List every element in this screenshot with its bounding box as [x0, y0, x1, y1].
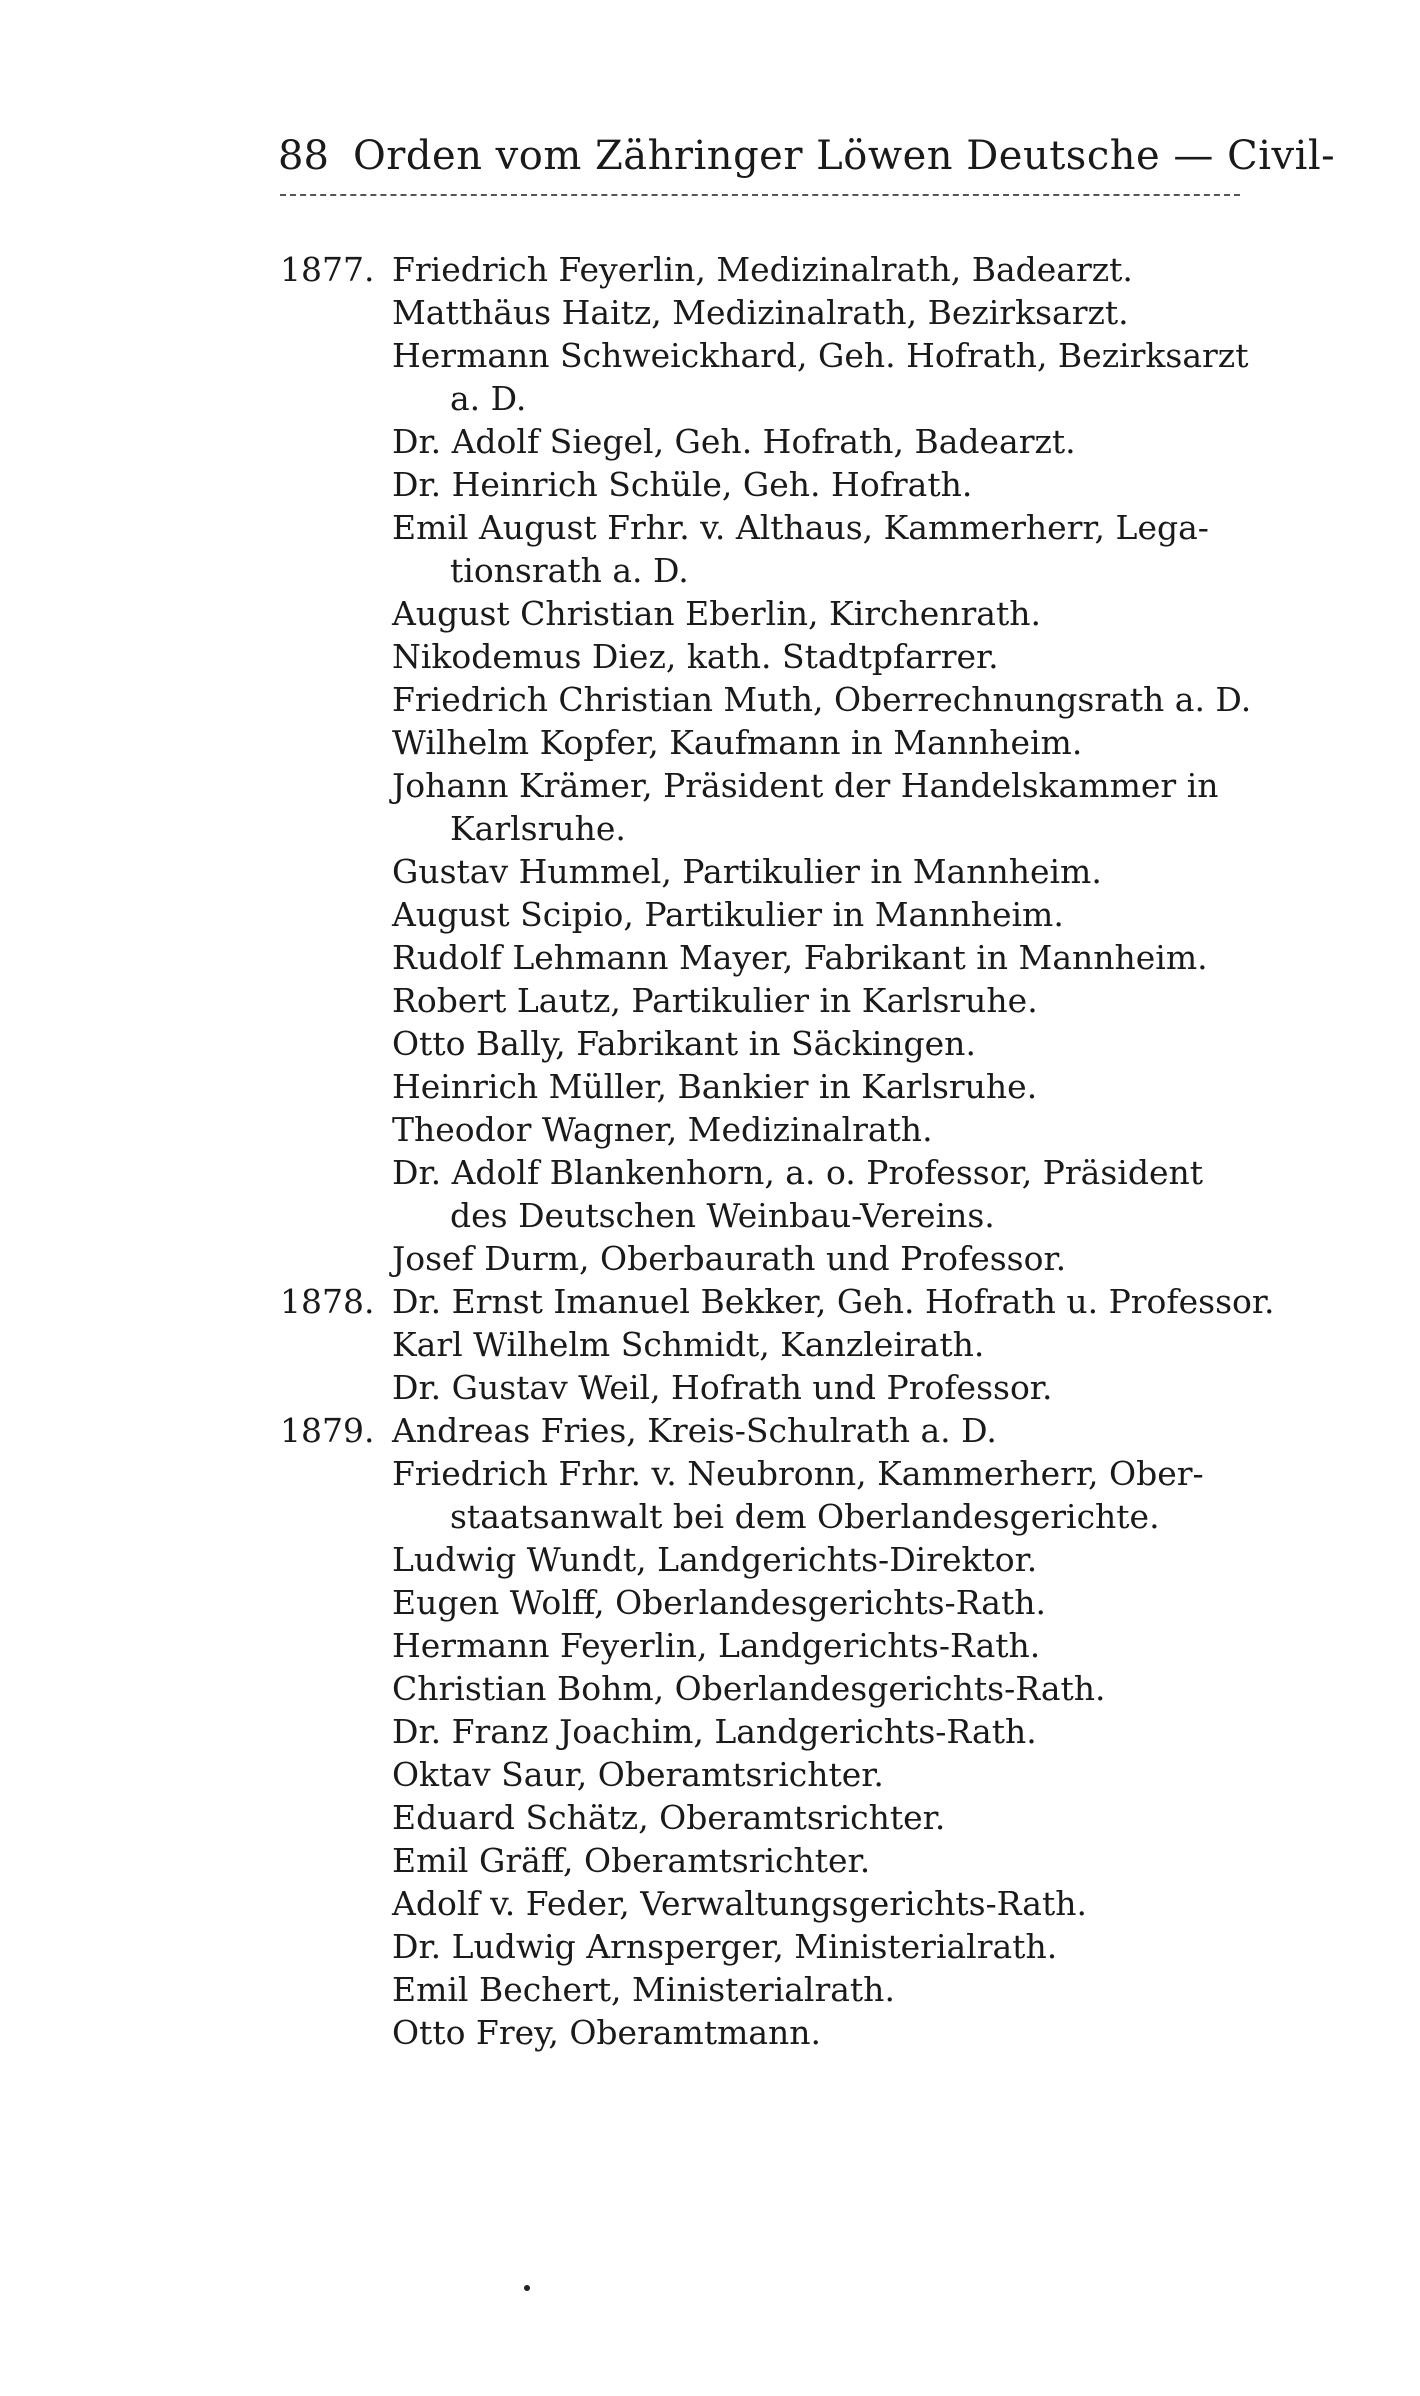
entry-text: August Scipio, Partikulier in Mannheim. — [392, 895, 1064, 934]
entry-line — [0, 1022, 1420, 1065]
entry-text: Ludwig Wundt, Landgerichts-Direktor. — [392, 1540, 1038, 1579]
stray-mark — [524, 2285, 530, 2291]
entry-text: Dr. Gustav Weil, Hofrath und Professor. — [392, 1368, 1053, 1407]
entry-text: Christian Bohm, Oberlandesgerichts-Rath. — [392, 1669, 1106, 1708]
entry-text: Gustav Hummel, Partikulier in Mannheim. — [392, 852, 1102, 891]
entry-line — [0, 635, 1420, 678]
entry-text: Dr. Ernst Imanuel Bekker, Geh. Hofrath u. Professor. — [392, 1282, 1275, 1321]
entry-line — [0, 1882, 1420, 1925]
entry-text: Otto Bally, Fabrikant in Säckingen. — [392, 1024, 976, 1063]
entry-text: Friedrich Feyerlin, Medizinalrath, Badearzt. — [392, 250, 1133, 289]
entry-text: Wilhelm Kopfer, Kaufmann in Mannheim. — [392, 723, 1083, 762]
entry-text: Hermann Feyerlin, Landgerichts-Rath. — [392, 1626, 1041, 1665]
entry-line — [0, 506, 1420, 549]
entry-line — [0, 764, 1420, 807]
entry-line — [0, 1409, 1420, 1452]
entry-line — [0, 1968, 1420, 2011]
entry-text: Hermann Schweickhard, Geh. Hofrath, Bezirksarzt — [392, 336, 1249, 375]
entry-continuation-line — [0, 549, 1420, 592]
entry-text: August Christian Eberlin, Kirchenrath. — [392, 594, 1041, 633]
entry-text: Dr. Adolf Blankenhorn, a. o. Professor, Präsident — [392, 1153, 1203, 1192]
entry-text: Eduard Schätz, Oberamtsrichter. — [392, 1798, 946, 1837]
entry-line — [0, 1538, 1420, 1581]
entry-line — [0, 979, 1420, 1022]
entry-line — [0, 1710, 1420, 1753]
entry-text: staatsanwalt bei dem Oberlandesgerichte. — [450, 1497, 1160, 1536]
entry-year: 1877. — [280, 250, 375, 289]
entry-text: Friedrich Frhr. v. Neubronn, Kammerherr, Ober- — [392, 1454, 1204, 1493]
entry-text: Karlsruhe. — [450, 809, 626, 848]
entry-line — [0, 1667, 1420, 1710]
entry-line — [0, 334, 1420, 377]
entry-line — [0, 592, 1420, 635]
entry-text: Adolf v. Feder, Verwaltungsgerichts-Rath. — [392, 1884, 1087, 1923]
page-number: 88 — [278, 133, 329, 179]
entry-line — [0, 1452, 1420, 1495]
entry-continuation-line — [0, 377, 1420, 420]
entry-year: 1878. — [280, 1282, 375, 1321]
entry-text: Emil Gräff, Oberamtsrichter. — [392, 1841, 871, 1880]
entry-line — [0, 1624, 1420, 1667]
entry-text: Eugen Wolff, Oberlandesgerichts-Rath. — [392, 1583, 1046, 1622]
entry-line — [0, 678, 1420, 721]
entry-text: Otto Frey, Oberamtmann. — [392, 2013, 822, 2052]
entry-line — [0, 1151, 1420, 1194]
page-header — [278, 128, 1336, 184]
entry-text: Andreas Fries, Kreis-Schulrath a. D. — [392, 1411, 997, 1450]
entry-text: des Deutschen Weinbau-Vereins. — [450, 1196, 995, 1235]
running-title: Orden vom Zähringer Löwen Deutsche — Civil- — [353, 133, 1336, 179]
entry-text: Johann Krämer, Präsident der Handelskammer in — [392, 766, 1219, 805]
entry-text: Rudolf Lehmann Mayer, Fabrikant in Mannheim. — [392, 938, 1208, 977]
entry-text: Josef Durm, Oberbaurath und Professor. — [392, 1239, 1067, 1278]
entry-continuation-line — [0, 1495, 1420, 1538]
entry-line — [0, 1323, 1420, 1366]
entry-text: Emil Bechert, Ministerialrath. — [392, 1970, 895, 2009]
entry-text: a. D. — [450, 379, 527, 418]
entry-line — [0, 1925, 1420, 1968]
entry-line — [0, 1839, 1420, 1882]
entry-line — [0, 420, 1420, 463]
entry-line — [0, 893, 1420, 936]
entry-text: Nikodemus Diez, kath. Stadtpfarrer. — [392, 637, 999, 676]
entry-line — [0, 2011, 1420, 2054]
entry-text: Dr. Heinrich Schüle, Geh. Hofrath. — [392, 465, 973, 504]
entry-line — [0, 1065, 1420, 1108]
entry-line — [0, 1366, 1420, 1409]
entry-line — [0, 248, 1420, 291]
entry-line — [0, 1108, 1420, 1151]
header-rule — [280, 194, 1240, 196]
entry-line — [0, 1581, 1420, 1624]
entry-line — [0, 936, 1420, 979]
entry-line — [0, 1753, 1420, 1796]
entry-continuation-line — [0, 1194, 1420, 1237]
entry-line — [0, 291, 1420, 334]
entry-year: 1879. — [280, 1411, 375, 1450]
entry-line — [0, 463, 1420, 506]
entry-text: Dr. Adolf Siegel, Geh. Hofrath, Badearzt. — [392, 422, 1076, 461]
entry-line — [0, 850, 1420, 893]
entry-text: Heinrich Müller, Bankier in Karlsruhe. — [392, 1067, 1038, 1106]
entry-line — [0, 1796, 1420, 1839]
entry-line — [0, 721, 1420, 764]
entry-line — [0, 1280, 1420, 1323]
entry-text: Emil August Frhr. v. Althaus, Kammerherr, Lega- — [392, 508, 1209, 547]
entry-text: Theodor Wagner, Medizinalrath. — [392, 1110, 933, 1149]
entry-text: Dr. Ludwig Arnsperger, Ministerialrath. — [392, 1927, 1058, 1966]
entry-list — [0, 248, 1420, 2054]
entry-line — [0, 1237, 1420, 1280]
entry-continuation-line — [0, 807, 1420, 850]
entry-text: Oktav Saur, Oberamtsrichter. — [392, 1755, 884, 1794]
entry-text: Dr. Franz Joachim, Landgerichts-Rath. — [392, 1712, 1037, 1751]
entry-text: Friedrich Christian Muth, Oberrechnungsrath a. D. — [392, 680, 1252, 719]
entry-text: tionsrath a. D. — [450, 551, 689, 590]
entry-text: Matthäus Haitz, Medizinalrath, Bezirksarzt. — [392, 293, 1129, 332]
entry-text: Robert Lautz, Partikulier in Karlsruhe. — [392, 981, 1038, 1020]
entry-text: Karl Wilhelm Schmidt, Kanzleirath. — [392, 1325, 985, 1364]
